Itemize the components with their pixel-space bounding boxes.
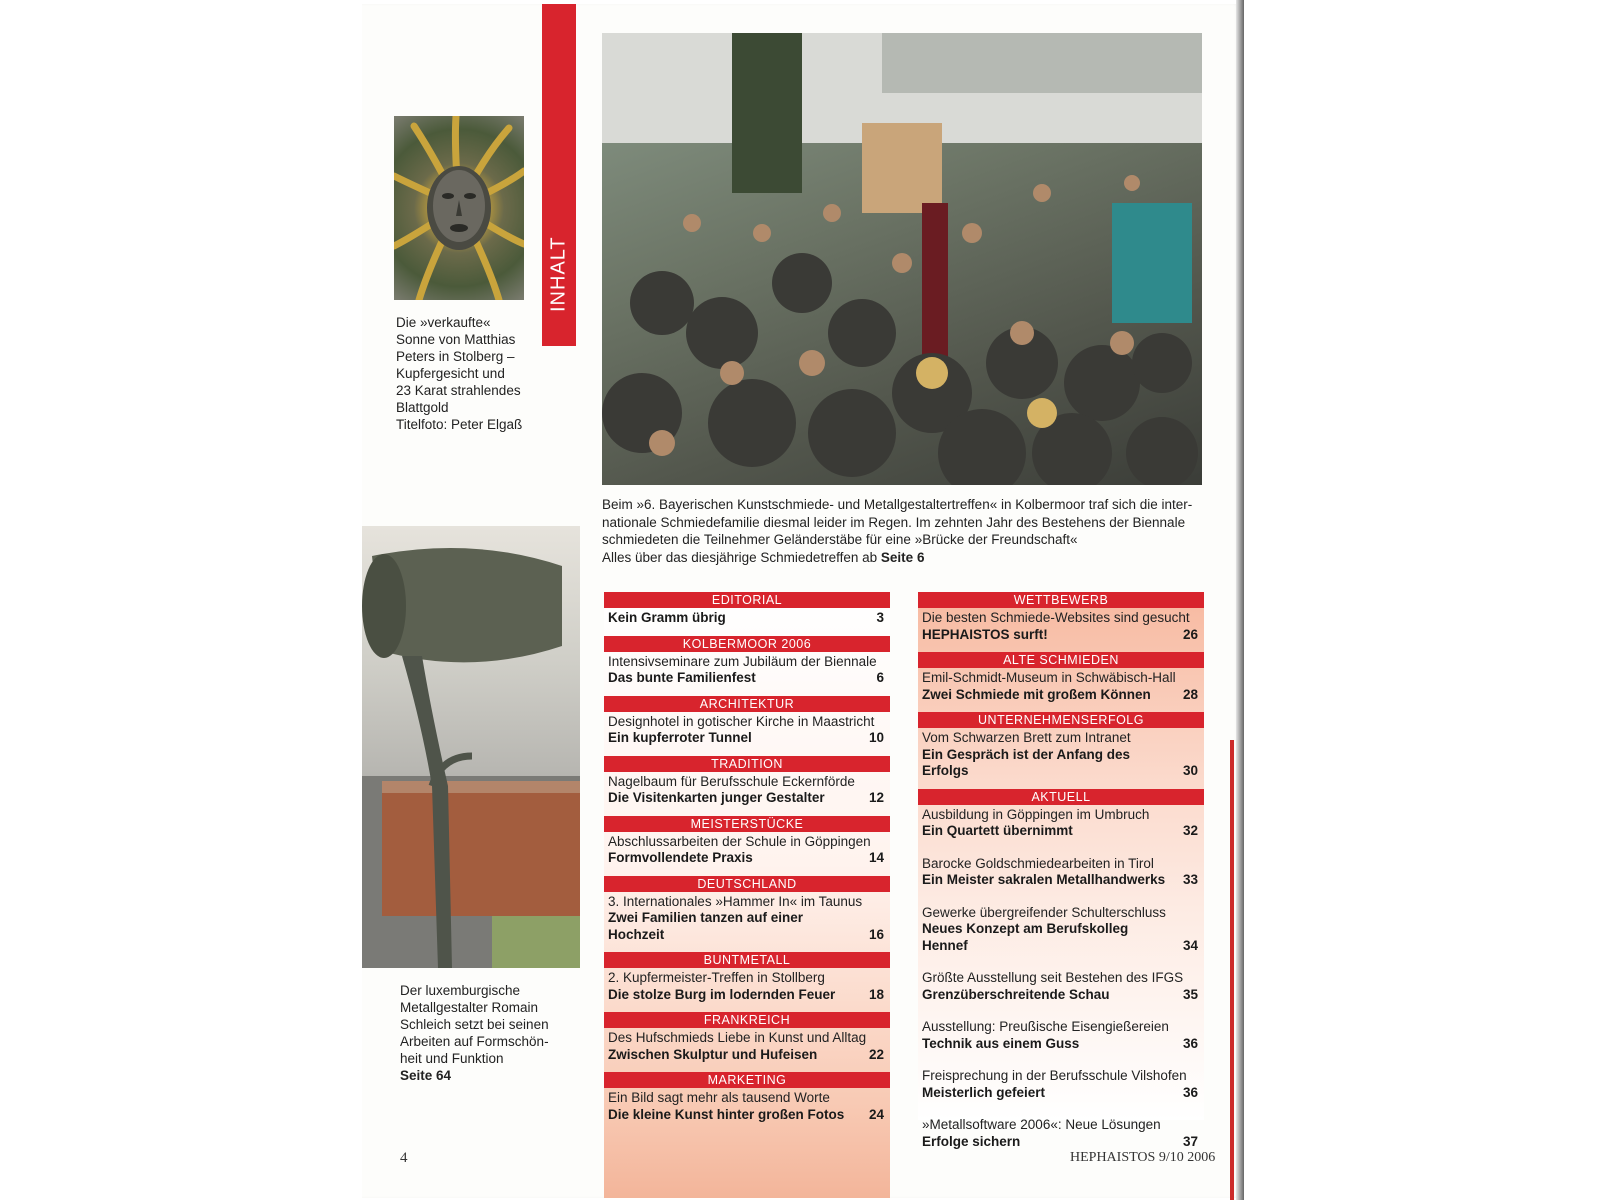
- toc-entry-subtitle: »Metallsoftware 2006«: Neue Lösungen: [922, 1117, 1161, 1132]
- toc-entry-subtitle: Ausbildung in Göppingen im Umbruch: [922, 806, 1150, 822]
- toc-entry-page: 6: [876, 670, 884, 685]
- toc-entry[interactable]: [604, 892, 890, 944]
- caption-line: Schleich setzt bei seinen: [400, 1017, 549, 1032]
- smith-meeting-photo: [602, 33, 1202, 485]
- toc-entry-title: Kein Gramm übrig: [608, 610, 726, 625]
- toc-entry-page: 3: [876, 610, 884, 625]
- toc-entry-page: 30: [1182, 763, 1198, 778]
- toc-entry-page: 36: [1182, 1084, 1198, 1100]
- toc-entry[interactable]: [604, 1088, 890, 1123]
- toc-entry-subtitle: Designhotel in gotischer Kirche in Maastricht: [608, 713, 875, 729]
- toc-entry[interactable]: [918, 1066, 1204, 1101]
- toc-entry[interactable]: [918, 1115, 1204, 1150]
- caption-line: Peters in Stolberg –: [396, 349, 515, 364]
- caption-line: Titelfoto: Peter Elgaß: [396, 417, 523, 432]
- toc-left-column: [604, 592, 890, 1123]
- caption-line: heit und Funktion: [400, 1051, 504, 1066]
- section-header-deutschland: DEUTSCHLAND: [604, 876, 890, 892]
- section-header-architektur: ARCHITEKTUR: [604, 696, 890, 712]
- toc-entry-title: Meisterlich gefeiert: [922, 1084, 1046, 1100]
- toc-entry-page: 24: [868, 1106, 884, 1122]
- toc-entry[interactable]: [604, 608, 890, 627]
- toc-entry[interactable]: [918, 854, 1204, 889]
- toc-entry-subtitle: Die besten Schmiede-Websites sind gesucht: [922, 610, 1190, 625]
- magazine-issue: HEPHAISTOS 9/10 2006: [1070, 1150, 1216, 1165]
- toc-entry-subtitle: Freisprechung in der Berufsschule Vilshofen: [922, 1068, 1187, 1083]
- toc-entry[interactable]: [604, 832, 890, 867]
- toc-entry-page: 18: [868, 986, 884, 1002]
- toc-entry-title: Neues Konzept am Berufskolleg Hennef: [922, 921, 1129, 953]
- section-header-frankreich: FRANKREICH: [604, 1012, 890, 1028]
- toc-entry-page: 37: [1182, 1133, 1198, 1149]
- page-edge-red-strip: [1230, 740, 1234, 1200]
- toc-entry-subtitle: Ausstellung: Preußische Eisengießereien: [922, 1019, 1169, 1034]
- caption-line: schmiedeten die Teilnehmer Geländerstäbe für eine »Brücke der Freundschaft«: [602, 532, 1078, 547]
- caption-line: Beim »6. Bayerischen Kunstschmiede- und Metallgestaltertreffen« in Kolbermoor traf sich die inter-: [602, 497, 1193, 512]
- toc-entry-subtitle: Abschlussarbeiten der Schule in Göppingen: [608, 833, 871, 849]
- toc-entry-subtitle: 3. Internationales »Hammer In« im Taunus: [608, 893, 863, 909]
- toc-entry[interactable]: [604, 968, 890, 1003]
- toc-entry-subtitle: 2. Kupfermeister-Treffen in Stollberg: [608, 970, 825, 985]
- caption-line: [602, 549, 1202, 567]
- toc-entry[interactable]: [918, 668, 1204, 703]
- toc-entry-subtitle: Gewerke übergreifender Schulterschluss: [922, 904, 1166, 920]
- mailbox-sculpture-photo: [362, 526, 580, 968]
- toc-entry-title: Ein Meister sakralen Metallhandwerks: [922, 872, 1166, 887]
- toc-entry-title: HEPHAISTOS surft!: [922, 626, 1048, 642]
- toc-entry[interactable]: [918, 1017, 1204, 1052]
- toc-entry[interactable]: [918, 805, 1204, 840]
- toc-entry-title: Ein Gespräch ist der Anfang des Erfolgs: [922, 746, 1131, 778]
- toc-entry-title: Erfolge sichern: [922, 1133, 1021, 1149]
- caption-page-ref: Seite 6: [880, 549, 925, 565]
- toc-entry-title: Das bunte Familienfest: [608, 670, 756, 685]
- section-header-unternehmenserfolg: UNTERNEHMENSERFOLG: [918, 712, 1204, 728]
- toc-entry[interactable]: [918, 903, 1204, 955]
- caption-line: Blattgold: [396, 400, 449, 415]
- toc-entry-page: 35: [1182, 986, 1198, 1002]
- section-header-marketing: MARKETING: [604, 1072, 890, 1088]
- toc-entry[interactable]: [604, 772, 890, 807]
- toc-entry[interactable]: [918, 728, 1204, 780]
- caption-line: 23 Karat strahlendes: [396, 383, 521, 398]
- section-header-aktuell: AKTUELL: [918, 789, 1204, 805]
- toc-entry-subtitle: Nagelbaum für Berufsschule Eckernförde: [608, 773, 855, 789]
- toc-entry[interactable]: [918, 968, 1204, 1003]
- mailbox-photo-caption: [400, 982, 570, 1084]
- toc-entry[interactable]: [918, 608, 1204, 643]
- toc-entry-page: 14: [868, 850, 884, 865]
- toc-entry-subtitle: Ein Bild sagt mehr als tausend Worte: [608, 1090, 830, 1105]
- toc-entry-title: Grenzüberschreitende Schau: [922, 986, 1110, 1002]
- toc-entry-title: Zwei Familien tanzen auf einer Hochzeit: [608, 910, 804, 942]
- toc-entry-page: 10: [868, 730, 884, 745]
- section-header-kolbermoor: KOLBERMOOR 2006: [604, 636, 890, 652]
- caption-line: Die »verkaufte«: [396, 315, 491, 330]
- main-photo-caption: [602, 496, 1202, 566]
- toc-entry-page: 16: [868, 926, 884, 942]
- toc-right-column: [918, 592, 1204, 1150]
- toc-entry-title: Technik aus einem Guss: [922, 1035, 1080, 1051]
- caption-line: nationale Schmiedefamilie diesmal leider im Regen. Im zehnten Jahr des Bestehens der Biennale: [602, 514, 1186, 530]
- toc-entry-title: Die Visitenkarten junger Gestalter: [608, 790, 825, 805]
- caption-line: Der luxemburgische: [400, 983, 521, 998]
- toc-entry-title: Die kleine Kunst hinter großen Fotos: [608, 1106, 845, 1122]
- toc-entry-page: 33: [1182, 872, 1198, 887]
- caption-line: Arbeiten auf Formschön-: [400, 1034, 549, 1049]
- section-header-tradition: TRADITION: [604, 756, 890, 772]
- inhalt-tab: [542, 4, 576, 346]
- section-header-meisterstuecke: MEISTERSTÜCKE: [604, 816, 890, 832]
- caption-line: Kupfergesicht und: [396, 366, 505, 381]
- toc-entry-title: Ein kupferroter Tunnel: [608, 730, 752, 745]
- section-header-buntmetall: BUNTMETALL: [604, 952, 890, 968]
- toc-entry-page: 22: [868, 1046, 884, 1062]
- caption-page-ref: Seite 64: [400, 1068, 452, 1083]
- toc-entry-title: Zwischen Skulptur und Hufeisen: [608, 1046, 818, 1062]
- toc-entry-page: 26: [1182, 626, 1198, 642]
- toc-entry[interactable]: [604, 712, 890, 747]
- toc-entry-page: 36: [1182, 1035, 1198, 1051]
- page-fold-edge: [1236, 0, 1244, 1200]
- sun-sculpture-photo: [394, 116, 524, 300]
- caption-line: Sonne von Matthias: [396, 332, 516, 347]
- toc-entry-page: 12: [868, 790, 884, 805]
- section-header-wettbewerb: WETTBEWERB: [918, 592, 1204, 608]
- section-header-editorial: EDITORIAL: [604, 592, 890, 608]
- toc-entry-subtitle: Größte Ausstellung seit Bestehen des IFGS: [922, 970, 1184, 985]
- toc-entry-subtitle: Des Hufschmieds Liebe in Kunst und Alltag: [608, 1030, 867, 1045]
- toc-entry-subtitle: Barocke Goldschmiedearbeiten in Tirol: [922, 855, 1154, 871]
- toc-entry[interactable]: [604, 652, 890, 687]
- toc-entry[interactable]: [604, 1028, 890, 1063]
- sun-photo-caption: [396, 314, 536, 433]
- inhalt-label: INHALT: [547, 236, 570, 312]
- caption-line: Metallgestalter Romain: [400, 1000, 539, 1015]
- toc-entry-subtitle: Intensivseminare zum Jubiläum der Biennale: [608, 653, 877, 669]
- toc-entry-title: Formvollendete Praxis: [608, 850, 753, 865]
- section-header-alte-schmieden: ALTE SCHMIEDEN: [918, 652, 1204, 668]
- caption-text: Alles über das diesjährige Schmiedetreffen ab: [602, 549, 881, 565]
- toc-entry-subtitle: Emil-Schmidt-Museum in Schwäbisch-Hall: [922, 670, 1176, 685]
- toc-entry-page: 34: [1182, 937, 1198, 953]
- toc-entry-title: Ein Quartett übernimmt: [922, 823, 1073, 838]
- toc-entry-subtitle: Vom Schwarzen Brett zum Intranet: [922, 730, 1131, 745]
- toc-entry-page: 28: [1182, 686, 1198, 702]
- toc-entry-title: Die stolze Burg im lodernden Feuer: [608, 986, 836, 1002]
- toc-entry-page: 32: [1182, 823, 1198, 838]
- page-number: 4: [400, 1150, 408, 1166]
- toc-entry-title: Zwei Schmiede mit großem Können: [922, 686, 1151, 702]
